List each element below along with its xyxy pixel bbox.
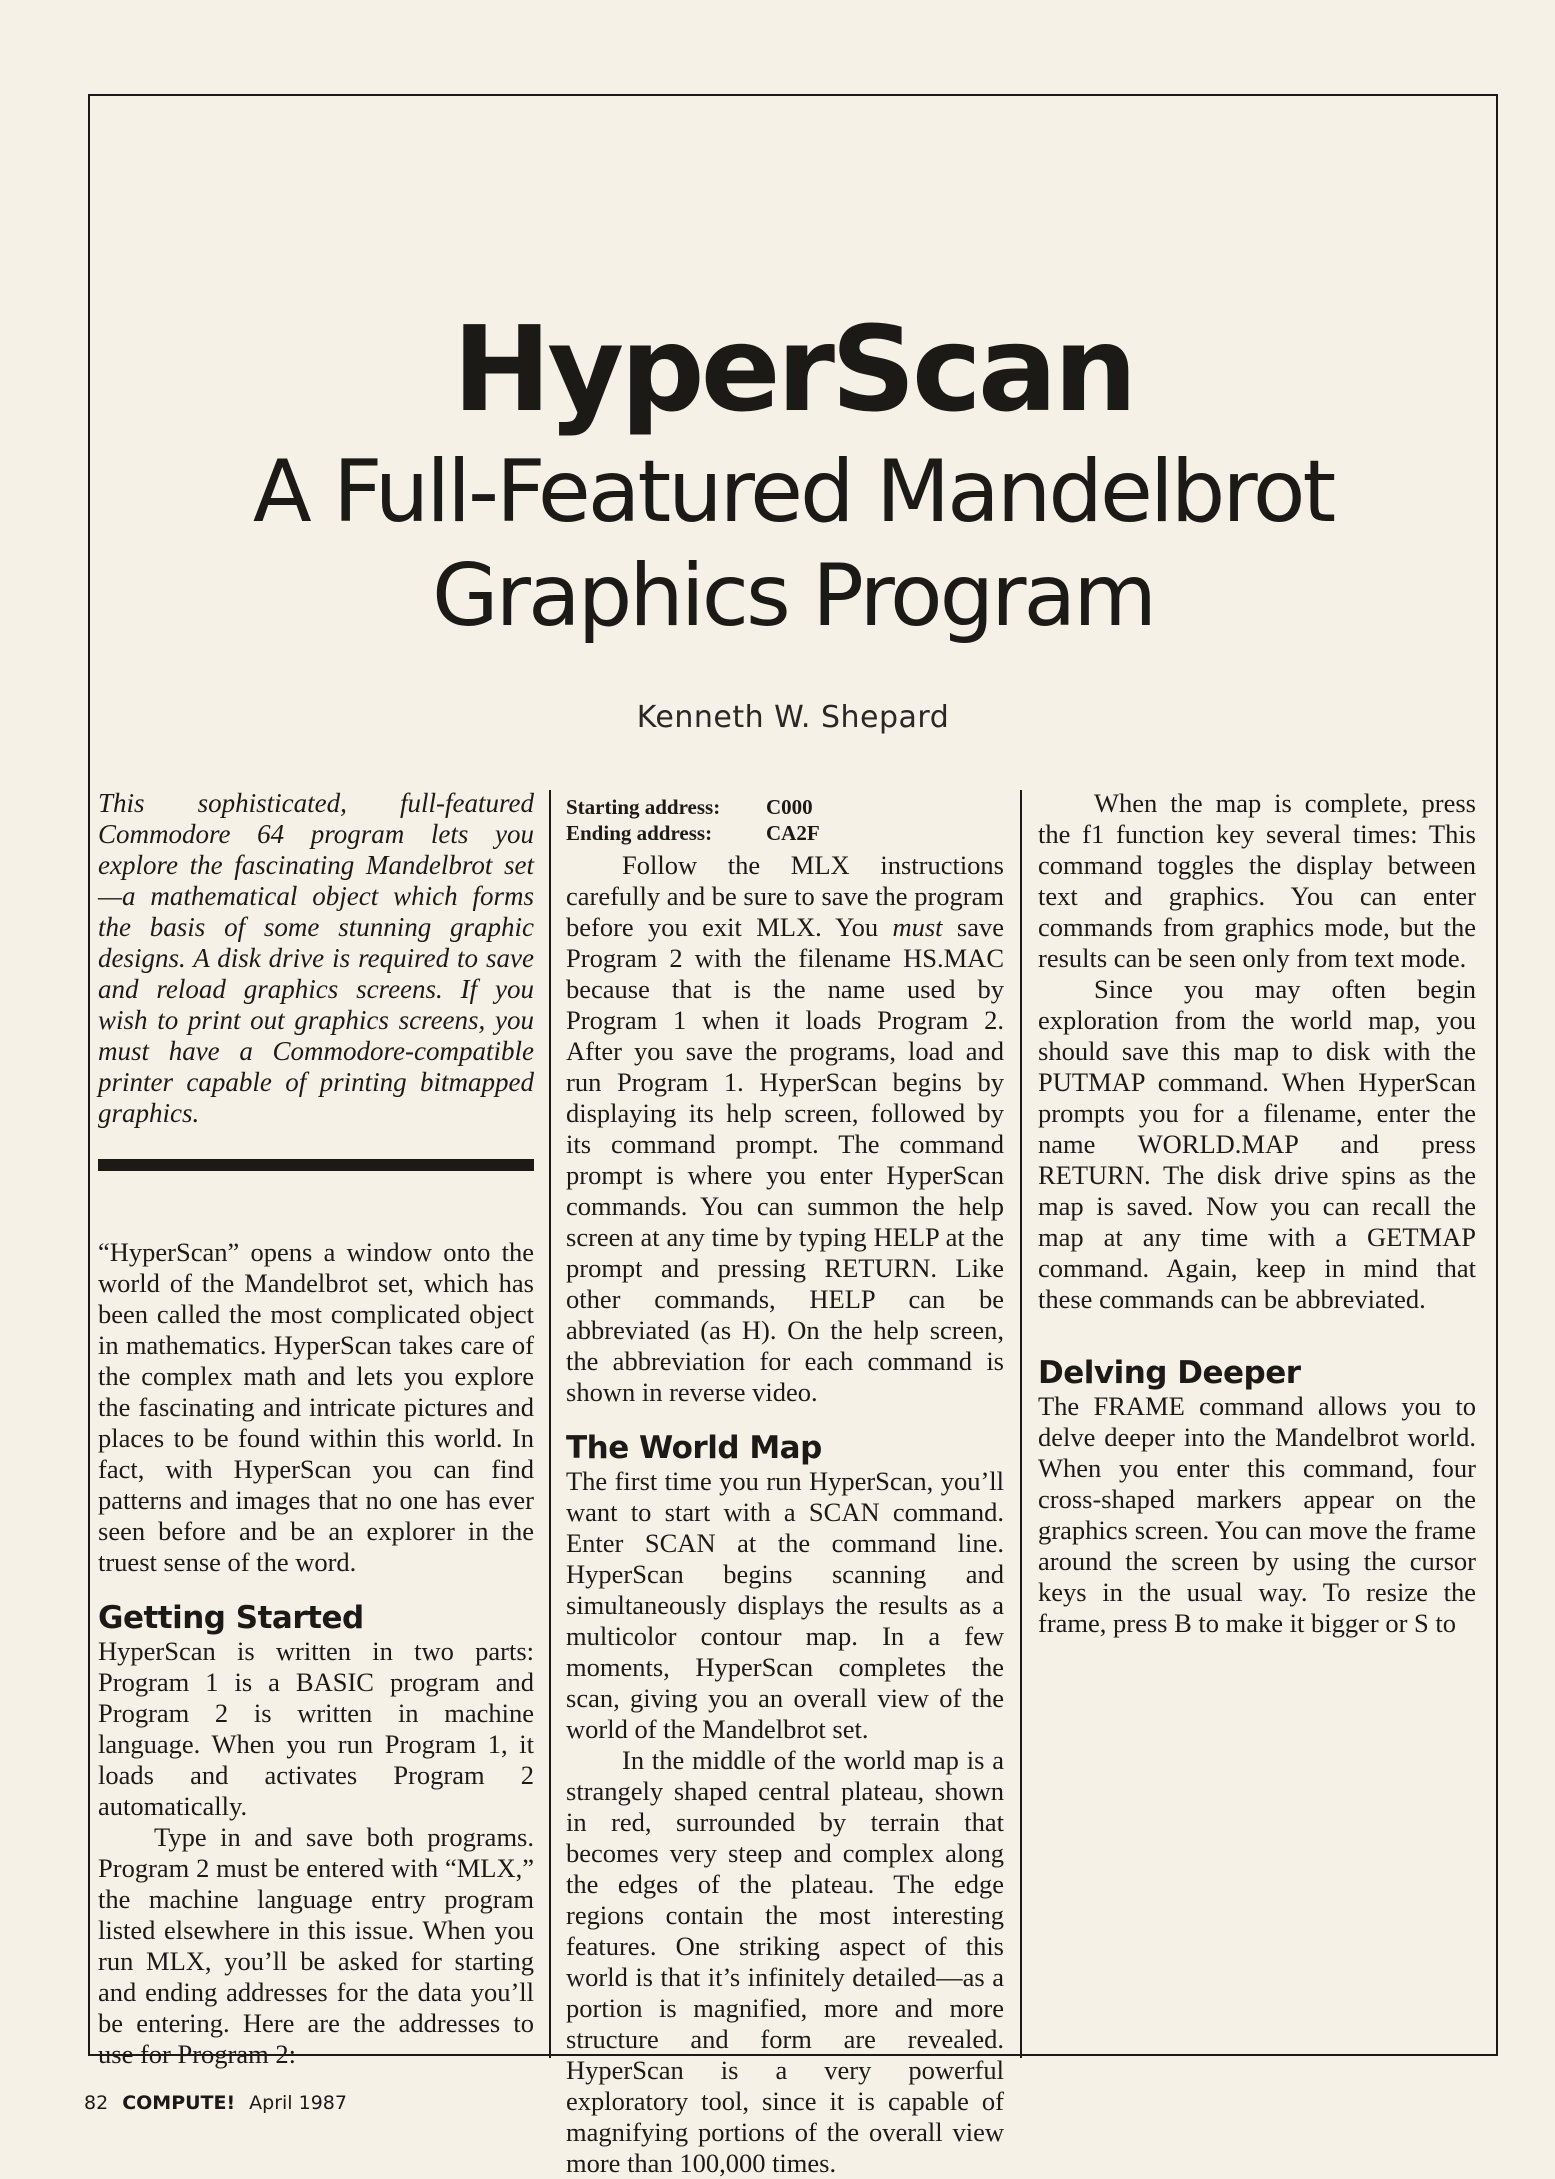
issue-date: April 1987 — [249, 2092, 347, 2114]
body-paragraph: When the map is complete, press the f1 function key several times: This command toggles the display between text and graphics. You can enter commands from graphics mode, but the results can be seen only from text mode. — [1038, 788, 1476, 973]
address-value: CA2F — [766, 821, 820, 845]
intro-rule — [98, 1159, 534, 1171]
address-label: Ending address: — [566, 821, 713, 845]
body-paragraph: The first time you run HyperScan, you’ll want to start with a SCAN command. Enter SCAN at the command line. HyperScan begins scanning and simultaneously displays the results as a multicolor contour map. In a few moments, HyperScan completes the scan, giving you an overall view of the world of the Mandelbrot set. — [566, 1466, 1004, 1744]
emphasis-text: must — [892, 912, 943, 942]
article-title: HyperScan — [452, 300, 1134, 438]
subtitle-line-1: A Full-Featured Mandelbrot — [252, 442, 1334, 542]
page-footer — [84, 2092, 347, 2114]
address-row-end — [566, 820, 1004, 846]
body-paragraph: Type in and save both programs. Program 2 must be entered with “MLX,” the machine language entry program listed elsewhere in this issue. When you run MLX, you’ll be asked for starting and ending addresses for the data you’ll be entering. Here are the addresses to use for Program 2: — [98, 1822, 534, 2069]
address-value: C000 — [766, 795, 813, 819]
section-heading-delving-deeper: Delving Deeper — [1038, 1355, 1301, 1391]
body-paragraph: “HyperScan” opens a window onto the world of the Mandelbrot set, which has been called the most complicated object in mathematics. HyperScan takes care of the complex math and lets you explore the fascinating and intricate pictures and places to be found within this world. In fact, with HyperScan you can find patterns and images that no one has ever seen before and be an explorer in the truest sense of the word. — [98, 1237, 534, 1577]
text-run: Follow the MLX instructions carefully and be sure to save the program before you exit MLX. You — [566, 850, 1004, 942]
text-run: save Program 2 with the filename HS.MAC because that is the name used by Program 1 when it loads Program 2. After you save the programs, load and run Program 1. HyperScan begins by displaying its help screen, followed by its command prompt. The command prompt is where you enter HyperScan commands. You can summon the help screen at any time by typing HELP at the prompt and pressing RETURN. Like other commands, HELP can be abbreviated (as H). On the help screen, the abbreviation for each command is shown in reverse video. — [566, 912, 1004, 1407]
author-byline: Kenneth W. Shepard — [636, 700, 950, 735]
body-paragraph: In the middle of the world map is a strangely shaped central plateau, shown in red, surrounded by terrain that becomes very steep and complex along the edges of the plateau. The edge regions contain the most interesting features. One striking aspect of this world is that it’s infinitely detailed—as a portion is magnified, more and more structure and form are revealed. HyperScan is a very powerful exploratory tool, since it is capable of magnifying portions of the overall view more than 100,000 times. — [566, 1745, 1004, 2178]
section-heading-getting-started: Getting Started — [98, 1600, 364, 1636]
column-divider — [1020, 790, 1022, 2058]
subtitle-line-2: Graphics Program — [432, 546, 1154, 646]
section-heading-world-map: The World Map — [566, 1430, 822, 1466]
body-paragraph: The FRAME command allows you to delve deeper into the Mandelbrot world. When you enter this command, four cross-shaped markers appear on the graphics screen. You can move the frame around the screen by using the cursor keys in the usual way. To resize the frame, press B to make it bigger or S to — [1038, 1391, 1476, 1638]
column-3 — [1038, 788, 1476, 1639]
address-table — [566, 794, 1004, 846]
body-paragraph — [566, 850, 1004, 1408]
magazine-name: COMPUTE! — [122, 2092, 236, 2114]
column-2 — [566, 788, 1004, 2179]
intro-blurb: This sophisticated, full-featured Commodore 64 program lets you explore the fascinating Mandelbrot set—a mathematical object which forms the basis of some stunning graphic designs. A disk drive is required to save and reload graphics screens. If you wish to print out graphics screens, you must have a Commodore-compatible printer capable of printing bitmapped graphics. — [98, 788, 534, 1128]
page-number: 82 — [84, 2092, 109, 2114]
article-subtitle — [88, 440, 1498, 648]
body-paragraph: Since you may often begin exploration from the world map, you should save this map to disk with the PUTMAP command. When HyperScan prompts you for a filename, enter the name WORLD.MAP and press RETURN. The disk drive spins as the map is saved. Now you can recall the map at any time with a GETMAP command. Again, keep in mind that these commands can be abbreviated. — [1038, 974, 1476, 1314]
address-label: Starting address: — [566, 795, 721, 819]
body-paragraph: HyperScan is written in two parts: Program 1 is a BASIC program and Program 2 is written in machine language. When you run Program 1, it loads and activates Program 2 automatically. — [98, 1636, 534, 1821]
column-divider — [549, 790, 551, 2058]
column-1 — [98, 788, 534, 2070]
address-row-start — [566, 794, 1004, 820]
